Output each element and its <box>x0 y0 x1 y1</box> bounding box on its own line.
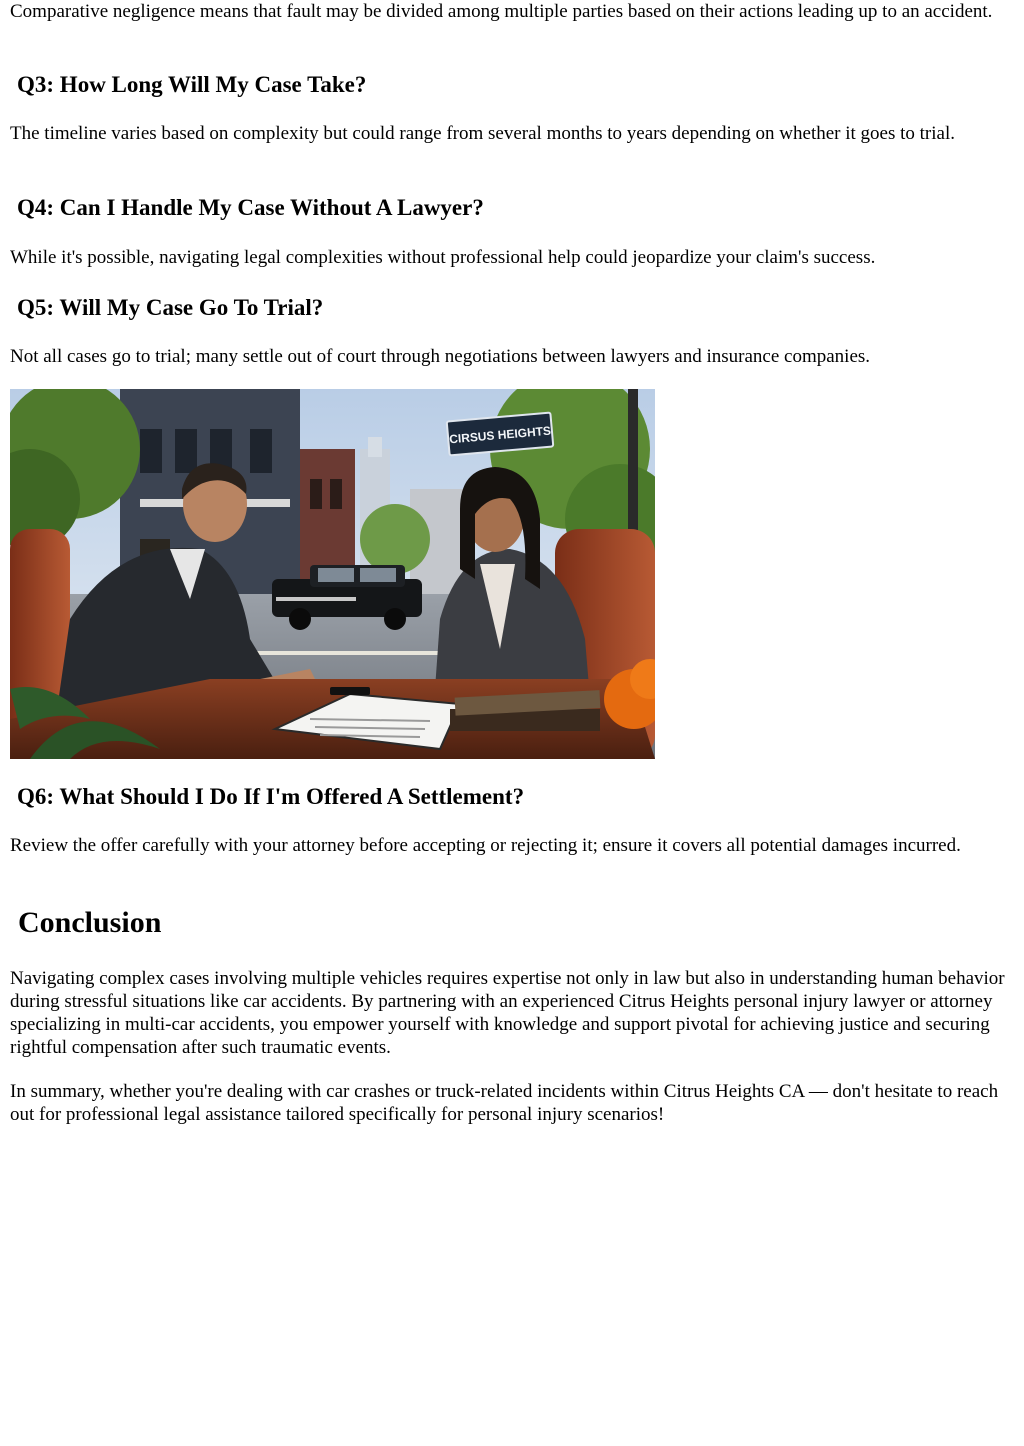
conclusion-paragraph-1: Navigating complex cases involving multiple vehicles requires expertise not only in law but also in understanding human behavior during stressful situations like car accidents. By partnering with an experienced Citrus Heights personal injury lawyer or attorney specializing in multi-car accidents, you empower yourself with knowledge and support pivotal for achieving justice and securing rightful compensation after such traumatic events. <box>10 968 1005 1058</box>
intro-paragraph: Comparative negligence means that fault may be divided among multiple parties based on their actions leading up to an accident. <box>10 1 993 22</box>
faq-q5-answer: Not all cases go to trial; many settle out of court through negotiations between lawyers and insurance companies. <box>10 346 871 367</box>
faq-q3-answer: The timeline varies based on complexity but could range from several months to years depending on whether it goes to trial. <box>10 123 955 144</box>
conclusion-paragraph-2: In summary, whether you're dealing with car crashes or truck-related incidents within Citrus Heights CA — don't hesitate to reach out for professional legal assistance tailored specifically for personal injury scenarios! <box>10 1081 999 1125</box>
lawyer-consultation-image <box>10 389 655 759</box>
faq-q6-answer: Review the offer carefully with your attorney before accepting or rejecting it; ensure it covers all potential damages incurred. <box>10 835 961 856</box>
faq-q5-heading: Q5: Will My Case Go To Trial? <box>17 295 324 320</box>
conclusion-heading: Conclusion <box>18 906 162 939</box>
faq-q4-heading: Q4: Can I Handle My Case Without A Lawyer? <box>17 195 484 220</box>
faq-q4-answer: While it's possible, navigating legal complexities without professional help could jeopardize your claim's success. <box>10 247 876 268</box>
faq-q3-heading: Q3: How Long Will My Case Take? <box>17 72 367 97</box>
street-sign-text: CIRSUS HEIGHTS <box>448 423 552 447</box>
faq-q6-heading: Q6: What Should I Do If I'm Offered A Settlement? <box>17 784 525 809</box>
